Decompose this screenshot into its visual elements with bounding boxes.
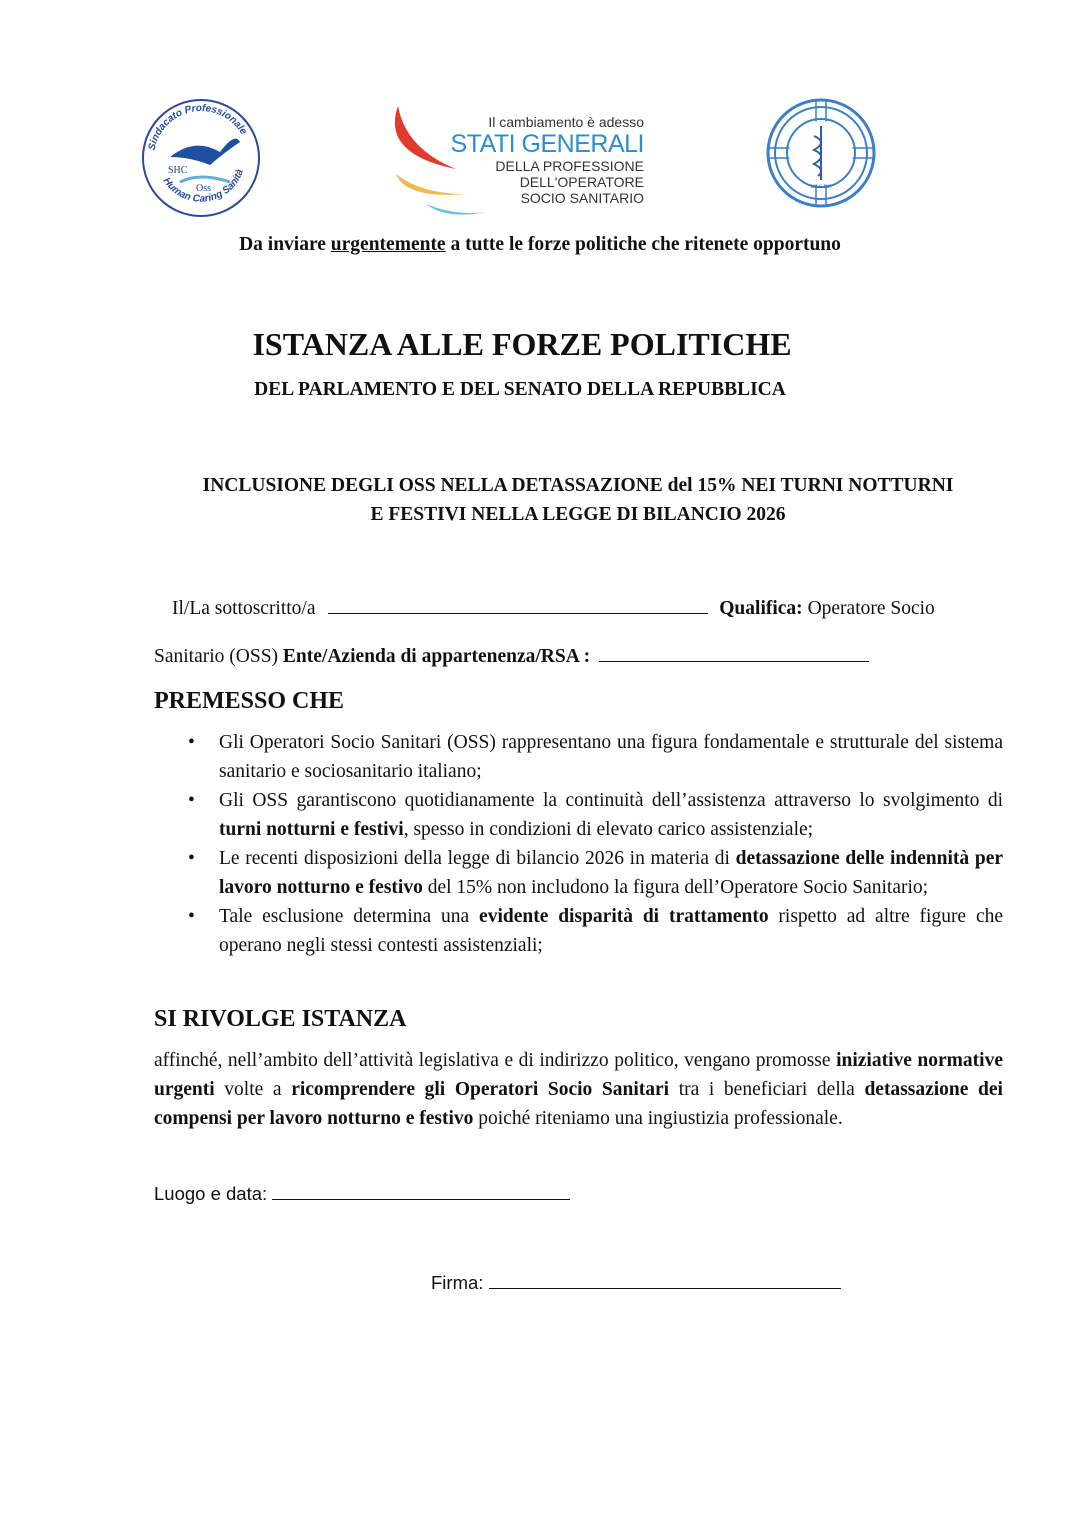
logo-line: SOCIO SANITARIO xyxy=(520,190,644,206)
ente-field[interactable] xyxy=(599,643,869,662)
instruction-header: Da inviare urgentemente a tutte le forze politiche che ritenete opportuno xyxy=(239,234,841,255)
svg-text:Human Caring Sanità: Human Caring Sanità xyxy=(160,167,246,205)
firma-field[interactable] xyxy=(489,1270,841,1289)
firma-line: Firma: xyxy=(431,1270,841,1294)
logo-name: STATI GENERALI xyxy=(450,130,644,158)
premesso-list xyxy=(188,728,1004,960)
stati-generali-logo xyxy=(386,104,648,220)
signer-name-field[interactable] xyxy=(328,595,708,614)
luogo-data-line: Luogo e data: xyxy=(154,1181,570,1205)
svg-text:M.I.G.E.P.: M.I.G.E.P. xyxy=(810,185,832,190)
signer-label: Il/La sottoscritto/a xyxy=(172,598,316,619)
list-item: • Gli OSS garantiscono quotidianamente la continuità dell’assistenza attraverso lo svolgimento di turni notturni e festivi, spesso in condizioni di elevato carico assistenziale; xyxy=(188,790,1003,840)
list-item: • Tale esclusione determina una evidente disparità di trattamento rispetto ad altre figure che operano negli stessi contesti assistenziali; xyxy=(188,906,1004,956)
signer-line: Il/La sottoscritto/a Qualifica: Operatore Socio xyxy=(172,595,935,620)
svg-text:SHC: SHC xyxy=(168,165,188,176)
migep-logo xyxy=(766,98,876,208)
istanza-paragraph: affinché, nell’ambito dell’attività legislativa e di indirizzo politico, vengano promosse iniziative normative urgenti volte a ricomprendere gli Operatori Socio Sanitari tra i beneficiari della detassazione dei compensi per lavoro notturno e festivo poiché riteniamo una ingiustizia professionale. xyxy=(154,1050,1003,1129)
document-subtitle: DEL PARLAMENTO E DEL SENATO DELLA REPUBBLICA xyxy=(254,379,786,400)
svg-text:Oss: Oss xyxy=(196,183,212,194)
list-item: • Gli Operatori Socio Sanitari (OSS) rappresentano una figura fondamentale e strutturale del sistema sanitario e sociosanitario italiano; xyxy=(188,732,1003,782)
luogo-data-field[interactable] xyxy=(272,1181,570,1200)
subject-heading: INCLUSIONE DEGLI OSS NELLA DETASSAZIONE del 15% NEI TURNI NOTTURNI E FESTIVI NELLA LEGGE DI BILANCIO 2026 xyxy=(202,475,954,525)
list-item: • Le recenti disposizioni della legge di bilancio 2026 in materia di detassazione delle indennità per lavoro notturno e festivo del 15% non includono la figura dell’Operatore Socio Sanitario; xyxy=(188,848,1003,898)
istanza-heading: SI RIVOLGE ISTANZA xyxy=(154,1006,407,1032)
svg-text:Sindacato Professionale: Sindacato Professionale xyxy=(146,102,249,152)
premesso-heading: PREMESSO CHE xyxy=(154,688,345,714)
ente-line: Sanitario (OSS) Ente/Azienda di appartenenza/RSA : xyxy=(154,643,869,668)
logo-tagline: Il cambiamento è adesso xyxy=(488,114,644,130)
logo-line: DELLA PROFESSIONE xyxy=(495,158,644,174)
document-title: ISTANZA ALLE FORZE POLITICHE xyxy=(252,326,792,362)
logo-line: DELL'OPERATORE xyxy=(519,174,644,190)
shc-oss-logo xyxy=(140,97,262,219)
